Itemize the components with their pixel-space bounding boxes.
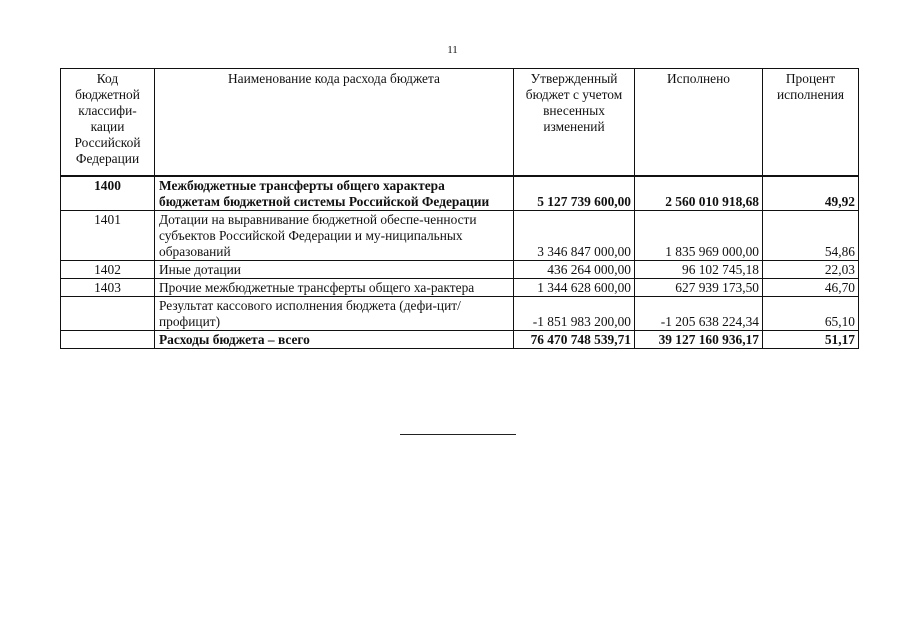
row-approved: 1 344 628 600,00: [514, 278, 635, 296]
row-code: 1400: [61, 176, 155, 211]
row-code: 1402: [61, 260, 155, 278]
row-percent: 54,86: [763, 210, 859, 260]
row-approved: 436 264 000,00: [514, 260, 635, 278]
row-code: [61, 330, 155, 348]
header-expense-name: Наименование кода расхода бюджета: [155, 69, 514, 176]
table-row-1402: [61, 260, 859, 278]
row-approved: 76 470 748 539,71: [514, 330, 635, 348]
row-executed: 2 560 010 918,68: [635, 176, 763, 211]
header-approved-budget: Утвержденный бюджет с учетом внесенных изменений: [514, 69, 635, 176]
end-divider-line: [400, 434, 516, 435]
row-code: 1403: [61, 278, 155, 296]
row-executed: 627 939 173,50: [635, 278, 763, 296]
row-name: Дотации на выравнивание бюджетной обеспе-ченности субъектов Российской Федерации и му-ниципальных образований: [155, 210, 514, 260]
row-code: [61, 296, 155, 330]
row-percent: 22,03: [763, 260, 859, 278]
table-header-row: [61, 69, 859, 176]
row-name: Иные дотации: [155, 260, 514, 278]
header-execution-percent: Процент исполнения: [763, 69, 859, 176]
row-approved: -1 851 983 200,00: [514, 296, 635, 330]
row-name: Расходы бюджета – всего: [155, 330, 514, 348]
row-percent: 65,10: [763, 296, 859, 330]
row-name: Прочие межбюджетные трансферты общего ха-рактера: [155, 278, 514, 296]
row-executed: 96 102 745,18: [635, 260, 763, 278]
row-name: Межбюджетные трансферты общего характера бюджетам бюджетной системы Российской Федерации: [155, 176, 514, 211]
row-percent: 46,70: [763, 278, 859, 296]
row-approved: 3 346 847 000,00: [514, 210, 635, 260]
row-executed: -1 205 638 224,34: [635, 296, 763, 330]
header-budget-code: Код бюджетной классифи-кации Российской Федерации: [61, 69, 155, 176]
table-row-1403: [61, 278, 859, 296]
table-row-1401: [61, 210, 859, 260]
page-number: 11: [447, 44, 458, 56]
row-approved: 5 127 739 600,00: [514, 176, 635, 211]
table-row-1400: [61, 176, 859, 211]
budget-execution-table: [60, 68, 859, 349]
row-percent: 49,92: [763, 176, 859, 211]
row-code: 1401: [61, 210, 155, 260]
row-name: Результат кассового исполнения бюджета (дефи-цит/профицит): [155, 296, 514, 330]
table-row-total: [61, 330, 859, 348]
row-executed: 1 835 969 000,00: [635, 210, 763, 260]
table-row-cash-result: [61, 296, 859, 330]
row-executed: 39 127 160 936,17: [635, 330, 763, 348]
header-executed: Исполнено: [635, 69, 763, 176]
row-percent: 51,17: [763, 330, 859, 348]
